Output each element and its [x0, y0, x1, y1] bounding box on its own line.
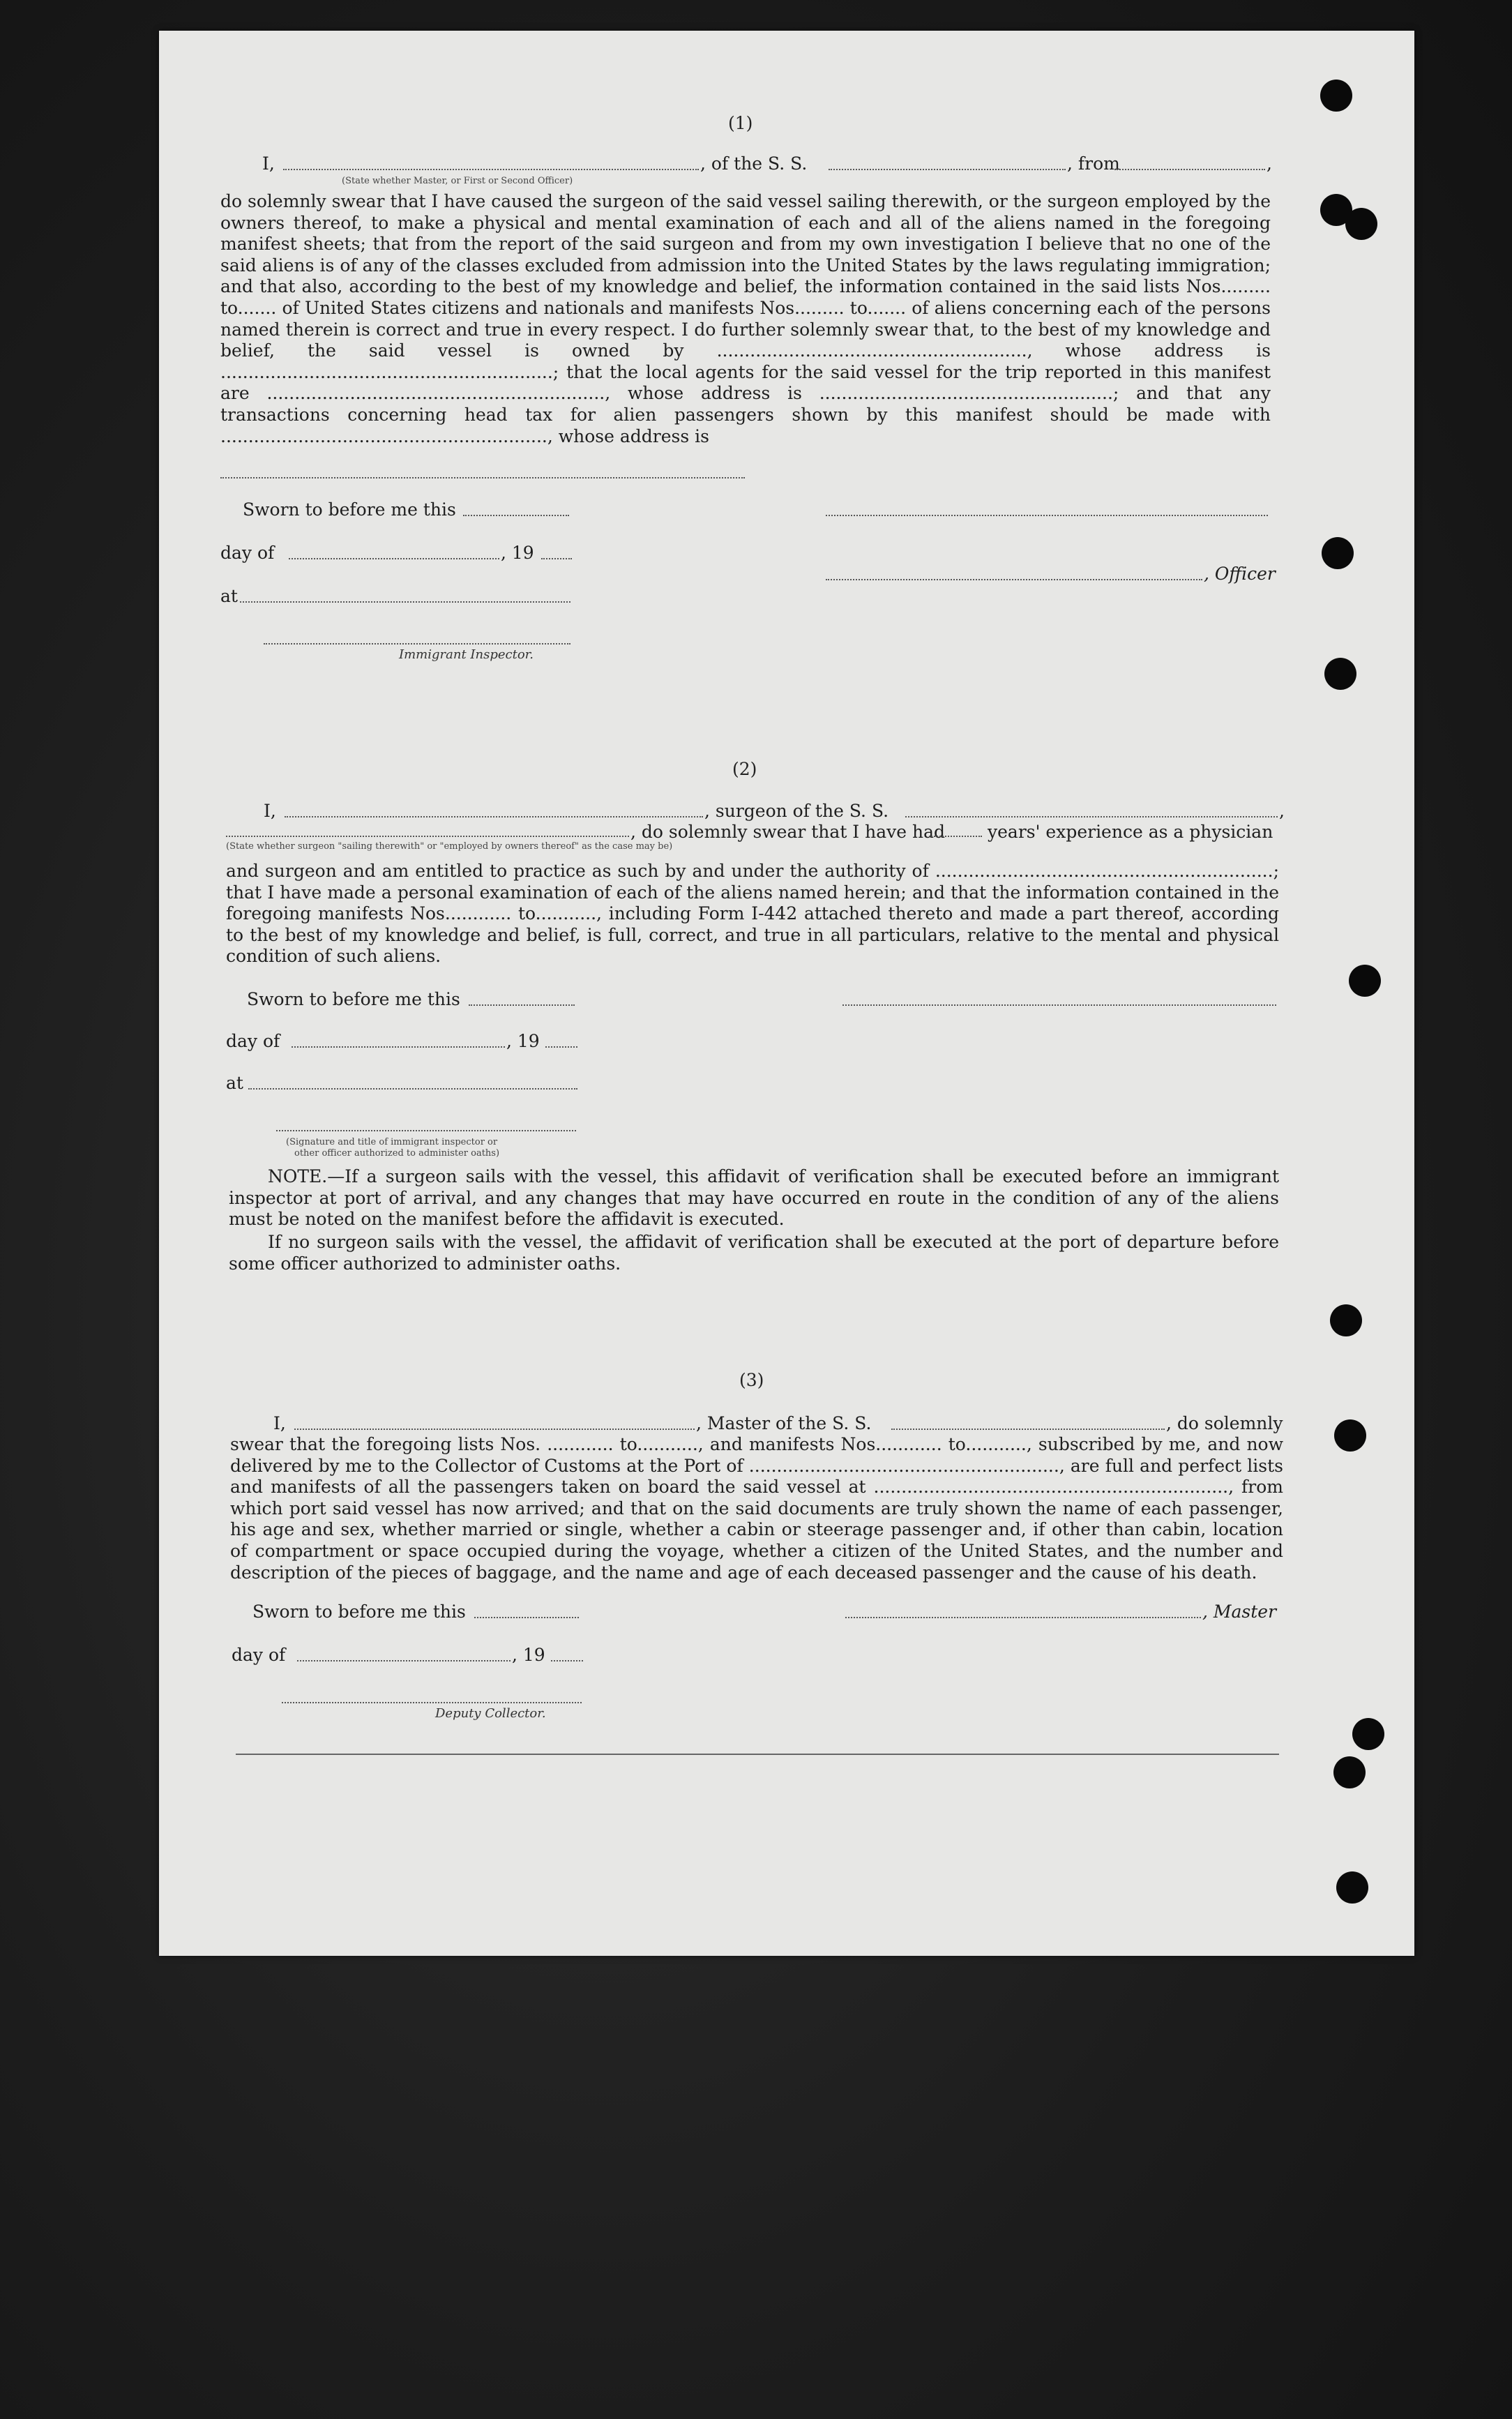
section-3-ship-blank[interactable] [891, 1429, 1165, 1430]
section-2-name-blank[interactable] [285, 816, 703, 817]
section-1-role-caption: (State whether Master, or First or Second Officer) [342, 176, 573, 186]
section-2-year: , 19 [506, 1031, 540, 1051]
section-1-officer-label [1204, 564, 1276, 585]
binder-hole [1324, 658, 1356, 690]
section-1-inspector-blank[interactable] [264, 643, 570, 645]
section-3-master-label [1202, 1602, 1276, 1622]
section-2-day-of: day of [226, 1031, 280, 1051]
section-2-signature-blank[interactable] [842, 1004, 1276, 1006]
section-2-sworn-blank[interactable] [469, 1004, 575, 1006]
section-3-oath-text: swear that the foregoing lists Nos. ............ to..........., and manifests Nos............ to..........., subscribed by me, and now delivered by me to the Collector of Customs at the Port of ........................................................, are full and perfect lists and manifests of all the passengers taken on board the said vessel at ................................................................, from which port said vessel has now arrived; and that on the said documents are truly shown the name of each passenger, his age and sex, whether married or single, whether a cabin or steerage passenger and, if other than cabin, location of compartment or space occupied during the voyage, whether a citizen of the United States, and the number and description of the pieces of baggage, and the name and age of each deceased passenger and the cause of his death. [230, 1434, 1283, 1583]
section-1-number: (1) [728, 113, 753, 133]
binder-hole [1330, 1304, 1362, 1336]
section-2-comma: , [1279, 801, 1285, 821]
manifest-page [159, 31, 1414, 1956]
section-1-address-blank[interactable] [220, 477, 745, 478]
section-2-note [229, 1166, 1279, 1230]
section-1-from: , from [1067, 153, 1120, 174]
section-3-swear: , do solemnly [1166, 1413, 1283, 1433]
section-2-day-blank[interactable] [292, 1046, 505, 1048]
binder-hole [1333, 1756, 1366, 1788]
section-2-sworn: Sworn to before me this [247, 989, 460, 1009]
section-1-signature-blank[interactable] [826, 515, 1268, 516]
section-1-oath-text: do solemnly swear that I have caused the surgeon of the said vessel sailing therewith, or the surgeon employed by the owners thereof, to make a physical and mental examination of each and all of the aliens named in the foregoing manifest sheets; that from the report of the said surgeon and from my own investigation I believe that no one of the said aliens is of any of the classes excluded from admission into the United States by the laws regulating immigration; and that also, according to the best of my knowledge and belief, the information contained in the said lists Nos......... to....... of United States citizens and nationals and manifests Nos......... to....... of aliens concerning each of the persons named therein is correct and true in every respect. I do further solemnly swear that, to the best of my knowledge and belief, the said vessel is owned by ........................................................, whose address is ............................................................; that the local agents for the said vessel for the trip reported in this manifest are ............................................................., whose address is .....................................................; and that any transactions concerning head tax for alien passengers shown by this manifest should be made with ..........................................................., whose address is [220, 191, 1271, 446]
section-2-oath-text: and surgeon and am entitled to practice as such by and under the authority of .............................................................; that I have made a personal examination of each of the aliens named herein; and that the information contained in the foregoing manifests Nos............ to..........., including Form I-442 attached thereto and made a part thereof, according to the best of my knowledge and belief, is full, correct, and true in all particulars, relative to the mental and physical condition of such aliens. [226, 861, 1279, 967]
section-2-years: years' experience as a physician [988, 822, 1273, 842]
section-3-master-blank[interactable] [845, 1617, 1201, 1618]
note-text-1: —If a surgeon sails with the vessel, this affidavit of verification shall be executed before an immigrant inspector at port of arrival, and any changes that may have occurred en route in the condition of any of the aliens must be noted on the manifest before the affidavit is executed. [229, 1166, 1279, 1230]
section-1-of-ss: , of the S. S. [700, 153, 808, 174]
section-2-ship-blank[interactable] [905, 816, 1278, 817]
section-3-deputy-caption: Deputy Collector. [435, 1706, 546, 1721]
section-1-sworn: Sworn to before me this [243, 499, 456, 520]
section-3-sworn: Sworn to before me this [252, 1602, 466, 1622]
section-1-inspector-caption: Immigrant Inspector. [399, 647, 534, 662]
section-3-sworn-blank[interactable] [474, 1617, 579, 1618]
section-1-year-blank[interactable] [541, 558, 572, 559]
section-1-comma: , [1267, 153, 1272, 174]
section-1-at: at [220, 586, 238, 606]
binder-hole [1320, 80, 1352, 112]
section-3-deputy-blank[interactable] [282, 1702, 582, 1703]
binder-hole [1334, 1419, 1366, 1452]
binder-hole [1345, 208, 1377, 240]
bottom-rule [236, 1754, 1279, 1755]
section-2-at: at [226, 1073, 243, 1093]
master-label: , Master [1202, 1602, 1277, 1622]
section-1-day-blank[interactable] [289, 558, 499, 559]
section-2-sig-caption-1: (Signature and title of immigrant inspector or [286, 1137, 498, 1147]
section-2-sig-caption-2: other officer authorized to administer oaths) [294, 1148, 500, 1159]
binder-hole [1322, 537, 1354, 569]
section-1-year: , 19 [501, 543, 534, 563]
section-1-i: I, [262, 153, 275, 174]
section-3-day-of: day of [232, 1645, 286, 1665]
section-3-year-blank[interactable] [551, 1660, 583, 1661]
section-2-role-blank[interactable] [226, 836, 629, 837]
section-3-name-blank[interactable] [294, 1429, 695, 1430]
section-1-at-blank[interactable] [240, 601, 570, 603]
section-3-number: (3) [739, 1370, 764, 1390]
section-2-note-2: If no surgeon sails with the vessel, the affidavit of verification shall be executed at the port of departure before some officer authorized to administer oaths. [229, 1232, 1279, 1274]
binder-hole [1336, 1871, 1368, 1904]
section-2-officer-blank[interactable] [276, 1130, 576, 1131]
section-1-sworn-blank[interactable] [463, 515, 569, 516]
section-1-ship-blank[interactable] [829, 169, 1066, 170]
section-1-officer-blank[interactable] [826, 579, 1202, 580]
note-label: NOTE. [268, 1166, 328, 1186]
section-2-years-blank[interactable] [929, 836, 982, 837]
officer-label: , Officer [1204, 564, 1276, 584]
section-3-year: , 19 [512, 1645, 545, 1665]
section-3-i: I, [273, 1413, 286, 1433]
binder-hole [1349, 965, 1381, 997]
binder-hole [1352, 1718, 1384, 1750]
section-2-swear: , do solemnly swear that I have had [630, 822, 946, 842]
section-1-day-of: day of [220, 543, 275, 563]
section-2-number: (2) [732, 759, 757, 779]
section-1-name-blank[interactable] [283, 169, 699, 170]
section-2-caption: (State whether surgeon "sailing therewith" or "employed by owners thereof" as the case may be) [226, 841, 673, 852]
section-2-year-blank[interactable] [545, 1046, 577, 1048]
section-2-at-blank[interactable] [248, 1088, 577, 1090]
section-3-master: , Master of the S. S. [696, 1413, 872, 1433]
section-2-i: I, [264, 801, 276, 821]
section-1-from-blank[interactable] [1114, 169, 1265, 170]
section-3-day-blank[interactable] [297, 1660, 511, 1661]
section-2-surgeon: , surgeon of the S. S. [704, 801, 889, 821]
